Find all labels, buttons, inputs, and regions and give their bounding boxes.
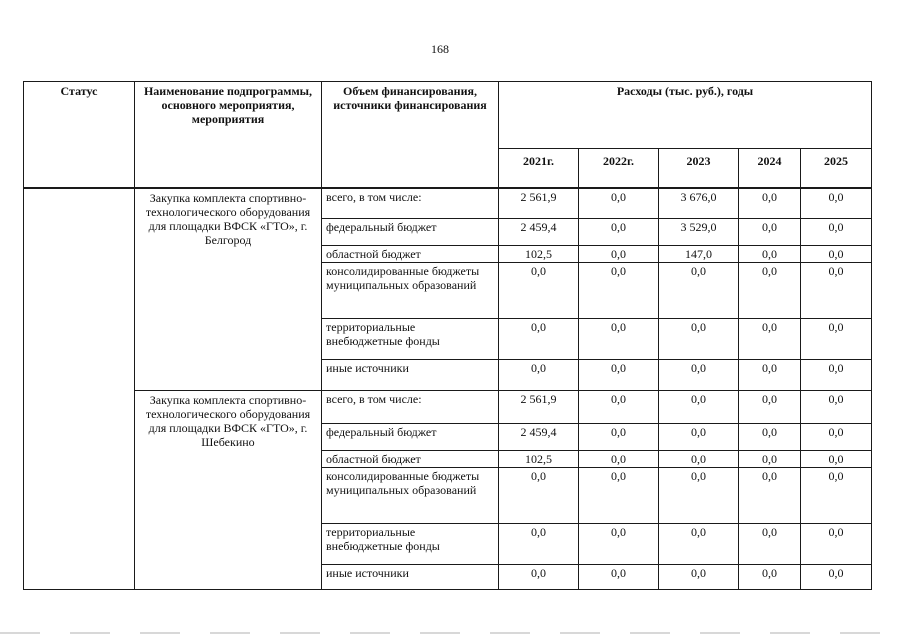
amount-cell: 0,0 — [739, 359, 801, 390]
amount-cell: 0,0 — [499, 318, 579, 359]
funding-source: федеральный бюджет — [322, 218, 499, 245]
header-name: Наименование подпрограммы, основного мероприятия, мероприятия — [135, 82, 322, 189]
amount-cell: 0,0 — [659, 390, 739, 423]
event-name: Закупка комплекта спортивно-технологического оборудования для площадки ВФСК «ГТО», г. Белгород — [135, 188, 322, 390]
amount-cell: 0,0 — [739, 390, 801, 423]
amount-cell: 0,0 — [801, 188, 872, 218]
amount-cell: 0,0 — [659, 523, 739, 564]
amount-cell: 2 561,9 — [499, 188, 579, 218]
amount-cell: 0,0 — [499, 359, 579, 390]
year-header: 2021г. — [499, 149, 579, 189]
amount-cell: 0,0 — [739, 245, 801, 262]
funding-source: федеральный бюджет — [322, 423, 499, 450]
amount-cell: 0,0 — [739, 318, 801, 359]
amount-cell: 3 529,0 — [659, 218, 739, 245]
amount-cell: 0,0 — [739, 523, 801, 564]
amount-cell: 0,0 — [801, 218, 872, 245]
funding-source: территориальные внебюджетные фонды — [322, 523, 499, 564]
budget-table — [23, 81, 872, 590]
amount-cell: 0,0 — [739, 218, 801, 245]
table-row — [24, 188, 872, 218]
amount-cell: 147,0 — [659, 245, 739, 262]
amount-cell: 0,0 — [659, 450, 739, 467]
amount-cell: 0,0 — [579, 423, 659, 450]
amount-cell: 0,0 — [659, 318, 739, 359]
amount-cell: 0,0 — [739, 564, 801, 589]
amount-cell: 102,5 — [499, 245, 579, 262]
amount-cell: 0,0 — [739, 423, 801, 450]
table-row — [24, 390, 872, 423]
amount-cell: 0,0 — [801, 523, 872, 564]
amount-cell: 2 459,4 — [499, 218, 579, 245]
year-header: 2023 — [659, 149, 739, 189]
amount-cell: 0,0 — [579, 245, 659, 262]
amount-cell: 0,0 — [579, 564, 659, 589]
funding-source: иные источники — [322, 359, 499, 390]
amount-cell: 0,0 — [659, 467, 739, 523]
scan-artifact-line — [0, 632, 905, 634]
year-header: 2025 — [801, 149, 872, 189]
amount-cell: 0,0 — [499, 467, 579, 523]
amount-cell: 0,0 — [801, 450, 872, 467]
header-expenses: Расходы (тыс. руб.), годы — [499, 82, 872, 149]
amount-cell: 0,0 — [801, 564, 872, 589]
amount-cell: 3 676,0 — [659, 188, 739, 218]
year-header: 2022г. — [579, 149, 659, 189]
amount-cell: 0,0 — [579, 318, 659, 359]
status-cell — [24, 188, 135, 589]
funding-source: консолидированные бюджеты муниципальных образований — [322, 467, 499, 523]
amount-cell: 0,0 — [739, 188, 801, 218]
amount-cell: 0,0 — [579, 450, 659, 467]
event-name: Закупка комплекта спортивно-технологического оборудования для площадки ВФСК «ГТО», г. Шебекино — [135, 390, 322, 589]
amount-cell: 0,0 — [579, 188, 659, 218]
amount-cell: 0,0 — [739, 262, 801, 318]
amount-cell: 0,0 — [801, 245, 872, 262]
funding-source: областной бюджет — [322, 245, 499, 262]
funding-source: консолидированные бюджеты муниципальных образований — [322, 262, 499, 318]
header-status: Статус — [24, 82, 135, 189]
year-header: 2024 — [739, 149, 801, 189]
amount-cell: 0,0 — [659, 564, 739, 589]
amount-cell: 0,0 — [801, 390, 872, 423]
funding-source: всего, в том числе: — [322, 390, 499, 423]
funding-source: иные источники — [322, 564, 499, 589]
header-funding: Объем финансирования, источники финансирования — [322, 82, 499, 189]
amount-cell: 102,5 — [499, 450, 579, 467]
amount-cell: 0,0 — [801, 262, 872, 318]
amount-cell: 0,0 — [579, 359, 659, 390]
amount-cell: 0,0 — [739, 450, 801, 467]
amount-cell: 0,0 — [659, 359, 739, 390]
amount-cell: 0,0 — [579, 262, 659, 318]
amount-cell: 2 561,9 — [499, 390, 579, 423]
amount-cell: 0,0 — [579, 523, 659, 564]
amount-cell: 0,0 — [739, 467, 801, 523]
amount-cell: 0,0 — [579, 390, 659, 423]
amount-cell: 0,0 — [659, 423, 739, 450]
amount-cell: 0,0 — [659, 262, 739, 318]
funding-source: областной бюджет — [322, 450, 499, 467]
amount-cell: 0,0 — [801, 318, 872, 359]
amount-cell: 2 459,4 — [499, 423, 579, 450]
amount-cell: 0,0 — [499, 262, 579, 318]
header-row — [24, 82, 872, 149]
amount-cell: 0,0 — [801, 467, 872, 523]
amount-cell: 0,0 — [499, 564, 579, 589]
funding-source: территориальные внебюджетные фонды — [322, 318, 499, 359]
funding-source: всего, в том числе: — [322, 188, 499, 218]
amount-cell: 0,0 — [579, 218, 659, 245]
amount-cell: 0,0 — [801, 423, 872, 450]
amount-cell: 0,0 — [579, 467, 659, 523]
amount-cell: 0,0 — [801, 359, 872, 390]
amount-cell: 0,0 — [499, 523, 579, 564]
page-number: 168 — [431, 42, 449, 56]
